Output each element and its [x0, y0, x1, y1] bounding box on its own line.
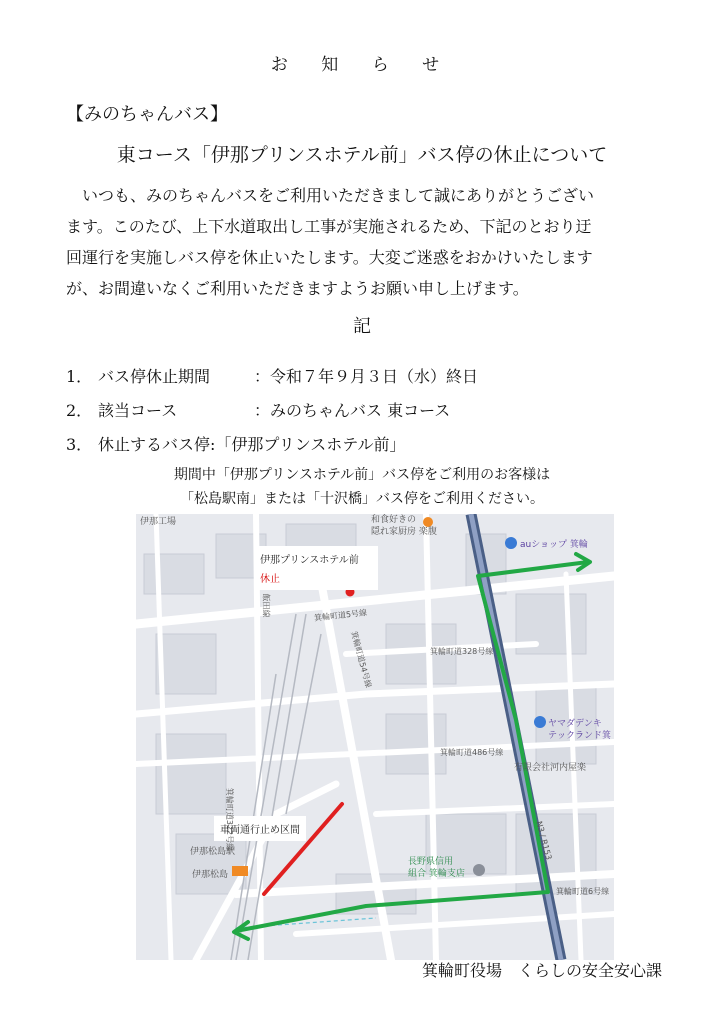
poi-restaurant: 和食好きの — [371, 515, 417, 525]
item-number: 2． — [66, 401, 93, 420]
item-value: :「伊那プリンスホテル前」 — [210, 435, 406, 454]
note-line: 「松島駅南」または「十沢橋」バス停をご利用ください。 — [180, 491, 544, 507]
stop-callout-name: 伊那プリンスホテル前 — [260, 555, 359, 566]
item-label: バス停休止期間 — [98, 367, 211, 386]
item-course — [66, 398, 450, 421]
bank-icon — [473, 864, 485, 876]
item-period — [66, 364, 478, 387]
body-line: 回運行を実施しバス停を休止いたします。大変ご迷惑をおかけいたします — [66, 248, 593, 267]
au-shop-icon — [505, 537, 517, 549]
poi-bank: 長野県信用 — [408, 857, 454, 867]
body-line: が、お間違いなくご利用いただきますようお願い申し上げます。 — [66, 279, 529, 298]
poi-station-jr: 伊那松島 — [192, 870, 229, 880]
item-number: 3． — [66, 435, 93, 454]
road-label: 箕輪町道54号線 — [349, 630, 373, 689]
yamada-icon — [534, 716, 546, 728]
road-label: 箕輪町道322号線 — [225, 787, 235, 852]
note-line: 期間中「伊那プリンスホテル前」バス停をご利用のお客様は — [173, 467, 551, 483]
poi-restaurant: 隠れ家厨房 楽腹 — [371, 527, 437, 537]
body-line: いつも、みのちゃんバスをご利用いただきまして誠にありがとうござい — [82, 186, 595, 205]
poi-station: 伊那松島駅 — [190, 847, 236, 857]
route-name: 【みのちゃんバス】 — [66, 104, 228, 125]
road-label: 箕輪町道6号線 — [556, 887, 610, 896]
poi-factory: 伊那工場 — [140, 517, 177, 527]
item-label: 休止するバス停 — [98, 435, 211, 454]
road-label: N3 / R153 — [534, 820, 554, 861]
subject-heading: 東コース「伊那プリンスホテル前」バス停の休止について — [116, 144, 608, 166]
poi-au-shop: auショップ 箕輪 — [520, 540, 588, 550]
body-text — [66, 180, 666, 304]
item-stop — [66, 432, 406, 455]
detour-map — [136, 514, 614, 960]
poi-yamada: ヤマダデンキ — [548, 719, 602, 729]
item-label: 該当コース — [98, 401, 178, 420]
body-line: ます。このたび、上下水道取出し工事が実施されるため、下記のとおり迂 — [66, 217, 592, 236]
footer-issuer: 箕輪町役場 くらしの安全安心課 — [421, 961, 662, 980]
poi-bank: 組合 箕輪支店 — [408, 869, 465, 879]
notice-title: お 知 ら せ — [270, 55, 454, 75]
road-label: 箕輪町道328号線 — [430, 647, 494, 656]
item-value: ：令和７年９月３日（水）終日 — [254, 367, 479, 386]
item-value: ：みのちゃんバス 東コース — [254, 401, 451, 420]
closure-callout-label: 車両通行止め区間 — [220, 825, 300, 836]
ki-heading: 記 — [353, 316, 371, 337]
road-label: 箕輪町道486号線 — [440, 748, 504, 757]
item-number: 1． — [66, 367, 93, 386]
stop-callout-status: 休止 — [260, 574, 280, 585]
stop-callout — [254, 546, 378, 590]
poi-company: 有限会社河内屋楽 — [514, 763, 587, 773]
road-label: 箕輪町道5号線 — [313, 608, 368, 623]
jr-icon — [232, 866, 248, 876]
road-label: 飯田線 — [261, 593, 271, 618]
poi-yamada: テックランド箕 — [548, 731, 612, 741]
